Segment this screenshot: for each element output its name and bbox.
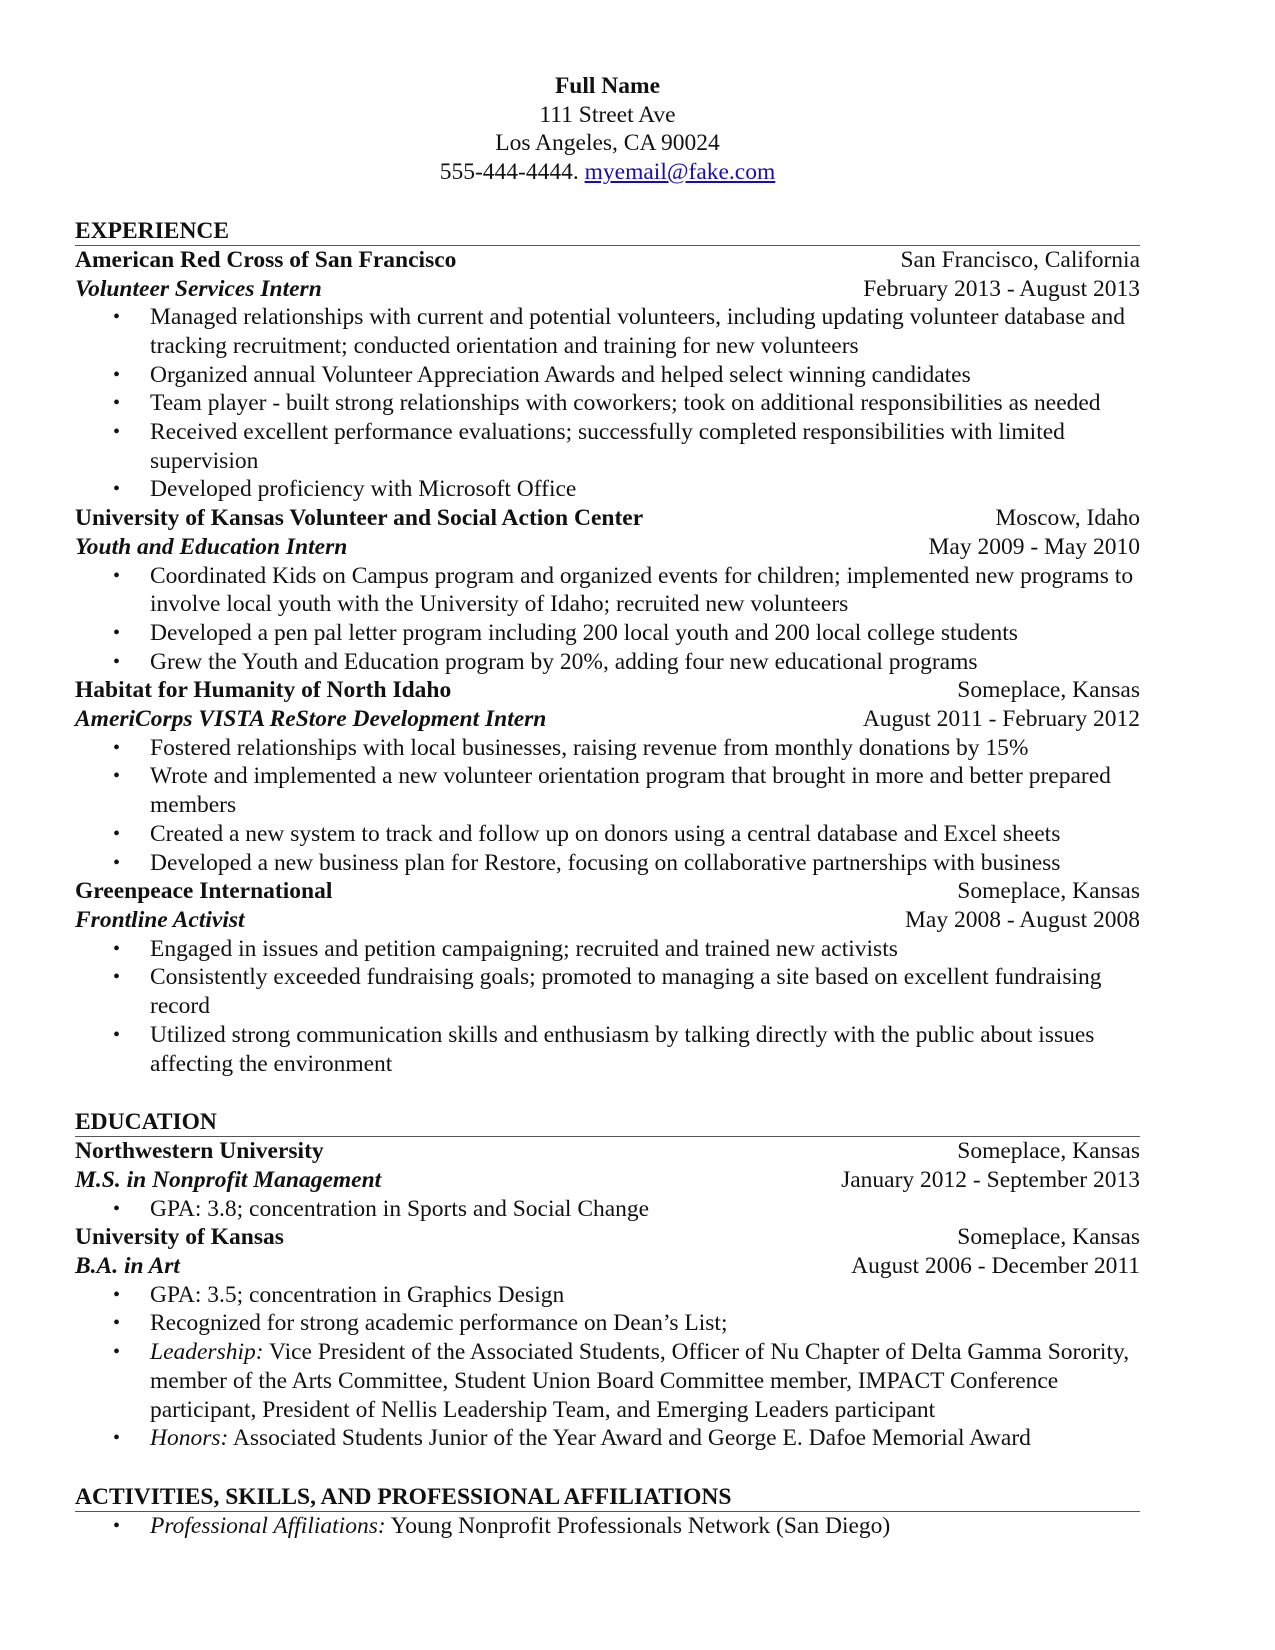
activities-bullets: [75, 1512, 1140, 1541]
experience-section: [75, 215, 1140, 1078]
entry-bullets: [75, 1195, 1140, 1224]
bullet-item: • Consistently exceeded fundraising goals; promoted to managing a site based on excellent fundraising record: [75, 963, 1140, 1020]
bullet-item: • Utilized strong communication skills and enthusiasm by talking directly with the public about issues affecting the environment: [75, 1021, 1140, 1078]
entry-degree: M.S. in Nonprofit Management: [75, 1166, 382, 1193]
entry-role: AmeriCorps VISTA ReStore Development Intern: [75, 706, 547, 733]
bullet-text: Young Nonprofit Professionals Network (San Diego): [385, 1512, 891, 1539]
entry-role: Frontline Activist: [75, 906, 245, 933]
entry-organization: University of Kansas: [75, 1224, 284, 1251]
entry-location: Someplace, Kansas: [957, 878, 1140, 905]
bullet-text: Recognized for strong academic performance on Dean’s List;: [150, 1310, 728, 1337]
bullet-item: • Developed a pen pal letter program including 200 local youth and 200 local college students: [75, 619, 1140, 648]
bullet-text: GPA: 3.5; concentration in Graphics Design: [150, 1281, 565, 1308]
entry-dates: January 2012 - September 2013: [841, 1166, 1140, 1193]
street-address: 111 Street Ave: [539, 101, 676, 128]
full-name: Full Name: [554, 73, 661, 99]
entry-bullets: [75, 935, 1140, 1079]
bullet-item: [75, 1309, 1140, 1338]
entry-bullets: [75, 562, 1140, 677]
resume-header: [75, 72, 1140, 187]
bullet-item: [75, 1195, 1140, 1224]
entry-dates: May 2009 - May 2010: [928, 533, 1140, 560]
bullet-item: • Wrote and implemented a new volunteer orientation program that brought in more and better prepared members: [75, 762, 1140, 819]
education-section: [75, 1106, 1140, 1453]
entry-organization: Habitat for Humanity of North Idaho: [75, 677, 452, 704]
experience-entry: [75, 246, 1140, 504]
bullet-item: • Fostered relationships with local businesses, raising revenue from monthly donations by 15%: [75, 734, 1140, 763]
activities-heading: ACTIVITIES, SKILLS, AND PROFESSIONAL AFFILIATIONS: [75, 1481, 1140, 1512]
entry-location: Moscow, Idaho: [995, 505, 1140, 532]
bullet-item: • Created a new system to track and follow up on donors using a central database and Excel sheets: [75, 820, 1140, 849]
entry-dates: February 2013 - August 2013: [863, 275, 1140, 302]
bullet-item: • Engaged in issues and petition campaigning; recruited and trained new activists: [75, 935, 1140, 964]
entry-organization: University of Kansas Volunteer and Social Action Center: [75, 505, 644, 532]
entry-organization: Greenpeace International: [75, 878, 333, 905]
entry-dates: May 2008 - August 2008: [905, 906, 1140, 933]
entry-organization: Northwestern University: [75, 1138, 324, 1165]
entry-location: Someplace, Kansas: [957, 1224, 1140, 1251]
city-state-zip: Los Angeles, CA 90024: [495, 130, 720, 157]
email-link[interactable]: myemail@fake.com: [584, 159, 776, 186]
phone-number: 555-444-4444.: [439, 159, 579, 186]
entry-bullets: [75, 1281, 1140, 1453]
entry-role: Youth and Education Intern: [75, 533, 348, 560]
bullet-item: • Team player - built strong relationships with coworkers; took on additional responsibilities as needed: [75, 389, 1140, 418]
entry-organization: American Red Cross of San Francisco: [75, 246, 457, 273]
entry-location: Someplace, Kansas: [957, 1138, 1140, 1165]
bullet-lead: Leadership:: [150, 1339, 264, 1366]
bullet-item: [75, 1424, 1140, 1453]
bullet-item: • Developed a new business plan for Restore, focusing on collaborative partnerships with business: [75, 849, 1140, 878]
education-heading: EDUCATION: [75, 1106, 1140, 1137]
entry-degree: B.A. in Art: [75, 1253, 180, 1280]
contact-line: [75, 158, 1140, 187]
education-entry: [75, 1137, 1140, 1223]
experience-entry: [75, 676, 1140, 877]
activities-section: [75, 1481, 1140, 1541]
entry-bullets: [75, 303, 1140, 504]
bullet-item: [75, 1281, 1140, 1310]
entry-dates: August 2006 - December 2011: [851, 1253, 1140, 1280]
entry-dates: August 2011 - February 2012: [862, 706, 1140, 733]
bullet-item: • Developed proficiency with Microsoft Office: [75, 475, 1140, 504]
bullet-lead: Honors:: [150, 1425, 229, 1452]
bullet-item: • Coordinated Kids on Campus program and organized events for children; implemented new programs to involve local youth with the University of Idaho; recruited new volunteers: [75, 562, 1140, 619]
bullet-item: • Managed relationships with current and potential volunteers, including updating volunteer database and tracking recruitment; conducted orientation and training for new volunteers: [75, 303, 1140, 360]
bullet-item: [75, 1512, 1140, 1541]
entry-role: Volunteer Services Intern: [75, 275, 322, 302]
experience-entry: [75, 877, 1140, 1078]
bullet-item: [75, 1338, 1140, 1424]
education-entry: [75, 1223, 1140, 1453]
experience-heading: EXPERIENCE: [75, 215, 1140, 246]
bullet-item: • Received excellent performance evaluations; successfully completed responsibilities with limited supervision: [75, 418, 1140, 475]
entry-location: Someplace, Kansas: [957, 677, 1140, 704]
bullet-text: Vice President of the Associated Students, Officer of Nu Chapter of Delta Gamma Sorority, member of the Arts Committee, Student Union Board Committee member, IMPACT Conference participant, President of Nellis Leadership Team, and Emerging Leaders participant: [150, 1339, 1130, 1423]
entry-location: San Francisco, California: [900, 246, 1140, 273]
bullet-text: GPA: 3.8; concentration in Sports and Social Change: [150, 1195, 650, 1222]
entry-bullets: [75, 734, 1140, 878]
bullet-text: Associated Students Junior of the Year Award and George E. Dafoe Memorial Award: [228, 1425, 1031, 1452]
experience-entry: [75, 504, 1140, 676]
bullet-lead: Professional Affiliations:: [150, 1512, 386, 1539]
bullet-item: • Grew the Youth and Education program by 20%, adding four new educational programs: [75, 648, 1140, 677]
bullet-item: • Organized annual Volunteer Appreciation Awards and helped select winning candidates: [75, 361, 1140, 390]
